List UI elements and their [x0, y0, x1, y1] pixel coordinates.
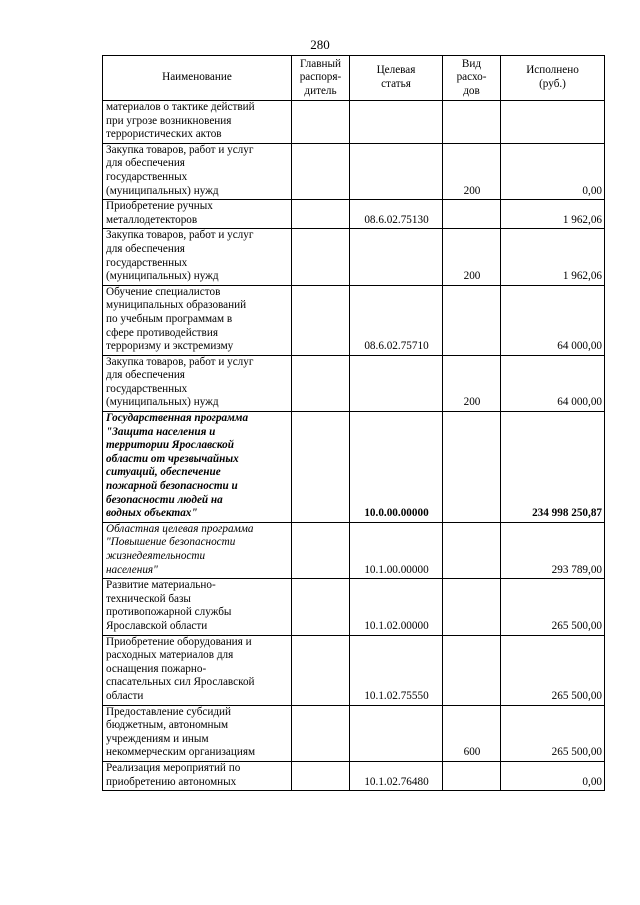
- cell-admin: [292, 229, 350, 285]
- cell-admin: [292, 285, 350, 355]
- cell-article: 10.1.00.00000: [350, 522, 443, 578]
- table-row: [103, 355, 605, 411]
- table-row: [103, 761, 605, 790]
- header-name: Наименование: [103, 56, 292, 101]
- cell-amount: 265 500,00: [501, 635, 605, 705]
- cell-amount: 293 789,00: [501, 522, 605, 578]
- cell-admin: [292, 761, 350, 790]
- cell-name: Предоставление субсидий бюджетным, автономным учреждениям и иным некоммерческим организациям: [103, 705, 292, 761]
- table-row: [103, 285, 605, 355]
- cell-article: 08.6.02.75710: [350, 285, 443, 355]
- cell-name: Приобретение ручных металлодетекторов: [103, 200, 292, 229]
- cell-kind: 600: [443, 705, 501, 761]
- cell-name: Реализация мероприятий по приобретению автономных: [103, 761, 292, 790]
- cell-article: 08.6.02.75130: [350, 200, 443, 229]
- cell-kind: [443, 579, 501, 635]
- cell-amount: 1 962,06: [501, 229, 605, 285]
- cell-amount: 64 000,00: [501, 355, 605, 411]
- cell-article: [350, 143, 443, 199]
- table-row: [103, 412, 605, 523]
- cell-amount: 1 962,06: [501, 200, 605, 229]
- cell-article: [350, 355, 443, 411]
- header-article: Целевая статья: [350, 56, 443, 101]
- table-row: [103, 143, 605, 199]
- cell-admin: [292, 705, 350, 761]
- cell-name: Областная целевая программа "Повышение безопасности жизнедеятельности населения": [103, 522, 292, 578]
- budget-execution-table: [102, 55, 605, 791]
- table-row: [103, 200, 605, 229]
- table-header-row: [103, 56, 605, 101]
- table-row: [103, 522, 605, 578]
- cell-admin: [292, 101, 350, 144]
- cell-kind: [443, 412, 501, 523]
- cell-kind: [443, 522, 501, 578]
- header-admin: Главный распоря- дитель: [292, 56, 350, 101]
- cell-admin: [292, 355, 350, 411]
- table-row: [103, 635, 605, 705]
- cell-kind: [443, 101, 501, 144]
- cell-amount: 0,00: [501, 143, 605, 199]
- cell-amount: 64 000,00: [501, 285, 605, 355]
- cell-name: Закупка товаров, работ и услуг для обеспечения государственных (муниципальных) нужд: [103, 355, 292, 411]
- cell-kind: [443, 635, 501, 705]
- header-kind: Вид расхо- дов: [443, 56, 501, 101]
- cell-amount: [501, 101, 605, 144]
- header-amount: Исполнено (руб.): [501, 56, 605, 101]
- cell-name: Закупка товаров, работ и услуг для обеспечения государственных (муниципальных) нужд: [103, 143, 292, 199]
- cell-article: [350, 101, 443, 144]
- cell-kind: [443, 761, 501, 790]
- cell-name: материалов о тактике действий при угрозе возникновения террористических актов: [103, 101, 292, 144]
- table-row: [103, 101, 605, 144]
- cell-amount: 265 500,00: [501, 705, 605, 761]
- cell-name: Обучение специалистов муниципальных образований по учебным программам в сфере противодействия терроризму и экстремизму: [103, 285, 292, 355]
- table-row: [103, 705, 605, 761]
- cell-admin: [292, 579, 350, 635]
- cell-kind: 200: [443, 355, 501, 411]
- cell-article: 10.1.02.76480: [350, 761, 443, 790]
- cell-article: 10.1.02.00000: [350, 579, 443, 635]
- cell-amount: 234 998 250,87: [501, 412, 605, 523]
- cell-admin: [292, 635, 350, 705]
- cell-kind: 200: [443, 143, 501, 199]
- cell-amount: 0,00: [501, 761, 605, 790]
- page-number: 280: [310, 37, 330, 52]
- cell-kind: 200: [443, 229, 501, 285]
- table-body: [103, 101, 605, 791]
- cell-article: [350, 705, 443, 761]
- cell-name: Приобретение оборудования и расходных материалов для оснащения пожарно- спасательных сил Ярославской области: [103, 635, 292, 705]
- cell-article: [350, 229, 443, 285]
- cell-kind: [443, 285, 501, 355]
- cell-name: Развитие материально- технической базы противопожарной службы Ярославской области: [103, 579, 292, 635]
- cell-admin: [292, 522, 350, 578]
- table-row: [103, 579, 605, 635]
- cell-admin: [292, 143, 350, 199]
- cell-name: Государственная программа "Защита населения и территории Ярославской области от чрезвычайных ситуаций, обеспечение пожарной безопасности и безопасности людей на водных объектах": [103, 412, 292, 523]
- cell-article: 10.0.00.00000: [350, 412, 443, 523]
- cell-admin: [292, 412, 350, 523]
- table-row: [103, 229, 605, 285]
- cell-admin: [292, 200, 350, 229]
- cell-name: Закупка товаров, работ и услуг для обеспечения государственных (муниципальных) нужд: [103, 229, 292, 285]
- cell-kind: [443, 200, 501, 229]
- cell-amount: 265 500,00: [501, 579, 605, 635]
- cell-article: 10.1.02.75550: [350, 635, 443, 705]
